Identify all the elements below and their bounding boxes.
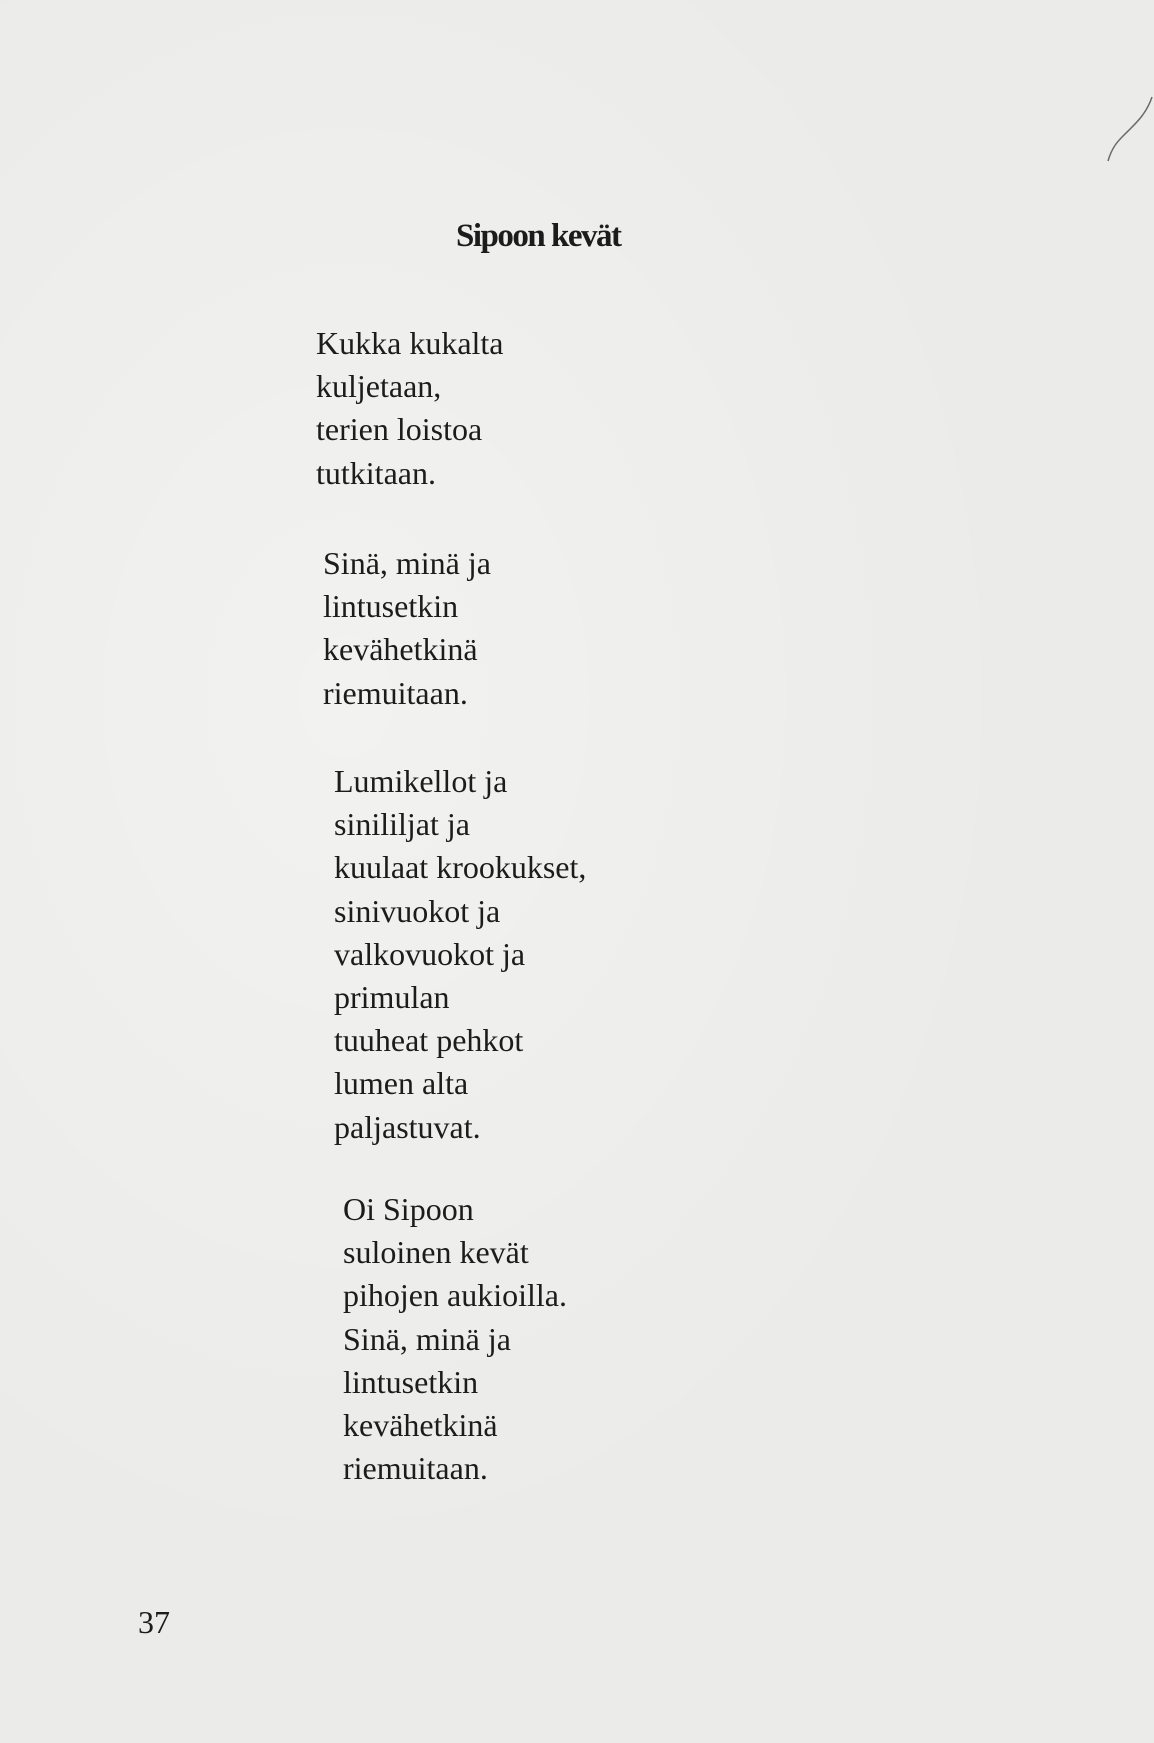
poem-line: kuulaat krookukset, (334, 849, 587, 886)
poem-line: riemuitaan. (323, 674, 468, 711)
poem-line: lumen alta (334, 1065, 469, 1102)
poem-line: Kukka kukalta (316, 325, 504, 361)
stanza-3 (334, 760, 586, 1149)
poem-line: Sinä, minä ja (343, 1320, 511, 1357)
poem-line: pihojen aukioilla. (343, 1277, 567, 1314)
poem-line: lintusetkin (343, 1363, 479, 1400)
poem-line: valkovuokot ja (334, 935, 526, 972)
poem-line: kevähetkinä (323, 631, 478, 668)
poem-line: kevähetkinä (343, 1407, 498, 1444)
poem-line: Sinä, minä ja (323, 545, 491, 581)
poem-line: paljastuvat. (334, 1108, 481, 1145)
poem-line: kuljetaan, (316, 368, 442, 405)
poem-line: sinivuokot ja (334, 892, 501, 929)
stanza-2 (323, 542, 491, 715)
poem-line: terien loistoa (316, 411, 483, 448)
stanza-1 (316, 322, 504, 495)
poem-title: Sipoon kevät (456, 218, 621, 254)
page-number: 37 (138, 1604, 170, 1640)
edge-mark (1094, 95, 1154, 175)
stanza-4 (343, 1188, 567, 1490)
poem-line: lintusetkin (323, 588, 459, 625)
poem-line: riemuitaan. (343, 1450, 488, 1487)
poem-line: Oi Sipoon (343, 1191, 474, 1227)
poem-line: primulan (334, 979, 450, 1016)
poem-line: tutkitaan. (316, 454, 436, 491)
poem-line: suloinen kevät (343, 1234, 529, 1271)
poem-line: sinililjat ja (334, 806, 470, 843)
poem-line: Lumikellot ja (334, 763, 508, 799)
poem-line: tuuheat pehkot (334, 1022, 524, 1059)
